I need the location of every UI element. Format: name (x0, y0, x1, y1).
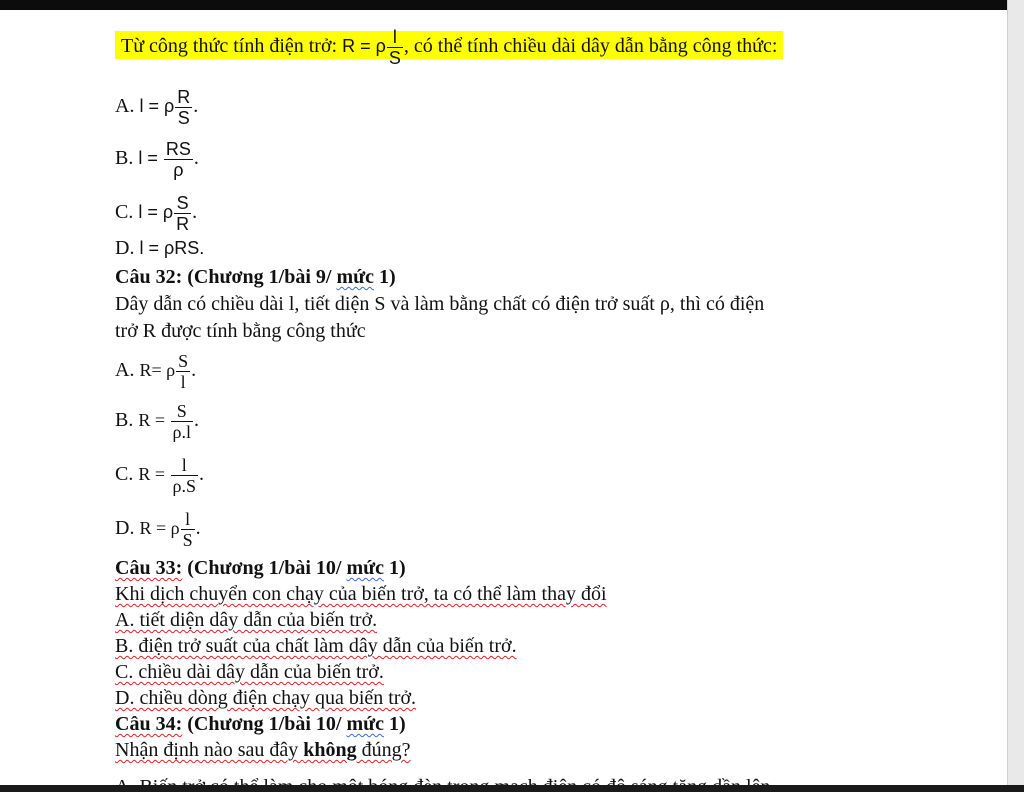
intro-fraction (387, 28, 403, 67)
vertical-scrollbar[interactable] (1007, 0, 1024, 792)
option-fraction: $\frac{RS}{\rho}$ (165, 139, 191, 180)
window-top-bar (0, 0, 1024, 10)
q32-body-line2: trở R được tính bằng công thức (115, 320, 366, 342)
option-fraction: $\frac{S}{\rho.l}$ (172, 401, 191, 442)
q31-option-b: B. l = $\frac{RS}{\rho}$ . (115, 139, 199, 180)
q32-option-a: A. R= ρ $\frac{S}{l}$ . (115, 351, 197, 392)
q34-heading: Câu 34: (Chương 1/bài 10/ mức 1) (115, 713, 406, 735)
q32-option-c: C. R = $\frac{l}{\rho.S}$ . (115, 455, 205, 496)
intro-fraction-num: l (392, 27, 397, 47)
intro-highlight (115, 27, 783, 68)
intro-line (115, 28, 783, 67)
option-label: D. (115, 237, 135, 259)
q32-heading: Câu 32: (Chương 1/bài 9/ mức 1) (115, 266, 396, 288)
q33-stem: Khi dịch chuyển con chạy của biến trở, ta có thể làm thay đổi (115, 583, 607, 605)
option-label: B. (115, 147, 134, 170)
q33-option-c: C. chiều dài dây dẫn của biến trở. (115, 661, 384, 683)
intro-text-after: , có thể tính chiều dài dây dẫn bằng công thức: (403, 35, 778, 58)
intro-text-before: Từ công thức tính điện trở: (121, 35, 343, 58)
option-fraction: $\frac{S}{l}$ (178, 351, 189, 392)
q33-option-a: A. tiết diện dây dẫn của biến trở. (115, 609, 378, 631)
option-fraction: $\frac{R}{S}$ (177, 87, 191, 128)
q33-option-d: D. chiều dòng điện chạy qua biến trở. (115, 687, 417, 709)
q32-option-b: B. R = $\frac{S}{\rho.l}$ . (115, 401, 199, 442)
option-lhs: l = (138, 148, 163, 169)
option-label: C. (115, 201, 134, 224)
q33-option-b: B. điện trở suất của chất làm dây dẫn của biến trở. (115, 635, 517, 657)
option-text: l = ρRS. (139, 238, 205, 258)
q31-option-a: A. l = ρ $\frac{R}{S}$ . (115, 87, 199, 128)
intro-fraction-den: S (388, 48, 401, 68)
document-page (0, 10, 1008, 785)
q31-option-c: C. l = ρ $\frac{S}{R}$ . (115, 193, 198, 234)
option-fraction: $\frac{l}{S}$ (182, 509, 193, 550)
option-label: A. (115, 95, 135, 118)
option-fraction: $\frac{S}{R}$ (176, 193, 190, 234)
q34-stem: Nhận định nào sau đây không đúng? (115, 739, 411, 761)
option-fraction: $\frac{l}{\rho.S}$ (172, 455, 197, 496)
q32-body-line1: Dây dẫn có chiều dài l, tiết diện S và làm bằng chất có điện trở suất ρ, thì có điện (115, 293, 765, 315)
option-lhs: l = ρ (138, 202, 174, 223)
q33-heading: Câu 33: (Chương 1/bài 10/ mức 1) (115, 557, 406, 579)
q32-option-d: D. R = ρ $\frac{l}{S}$ . (115, 509, 201, 550)
intro-formula-lhs: R = ρ (342, 36, 386, 57)
window-bottom-bar (0, 785, 1024, 792)
q31-option-d (115, 236, 204, 260)
option-lhs: l = ρ (139, 96, 175, 117)
